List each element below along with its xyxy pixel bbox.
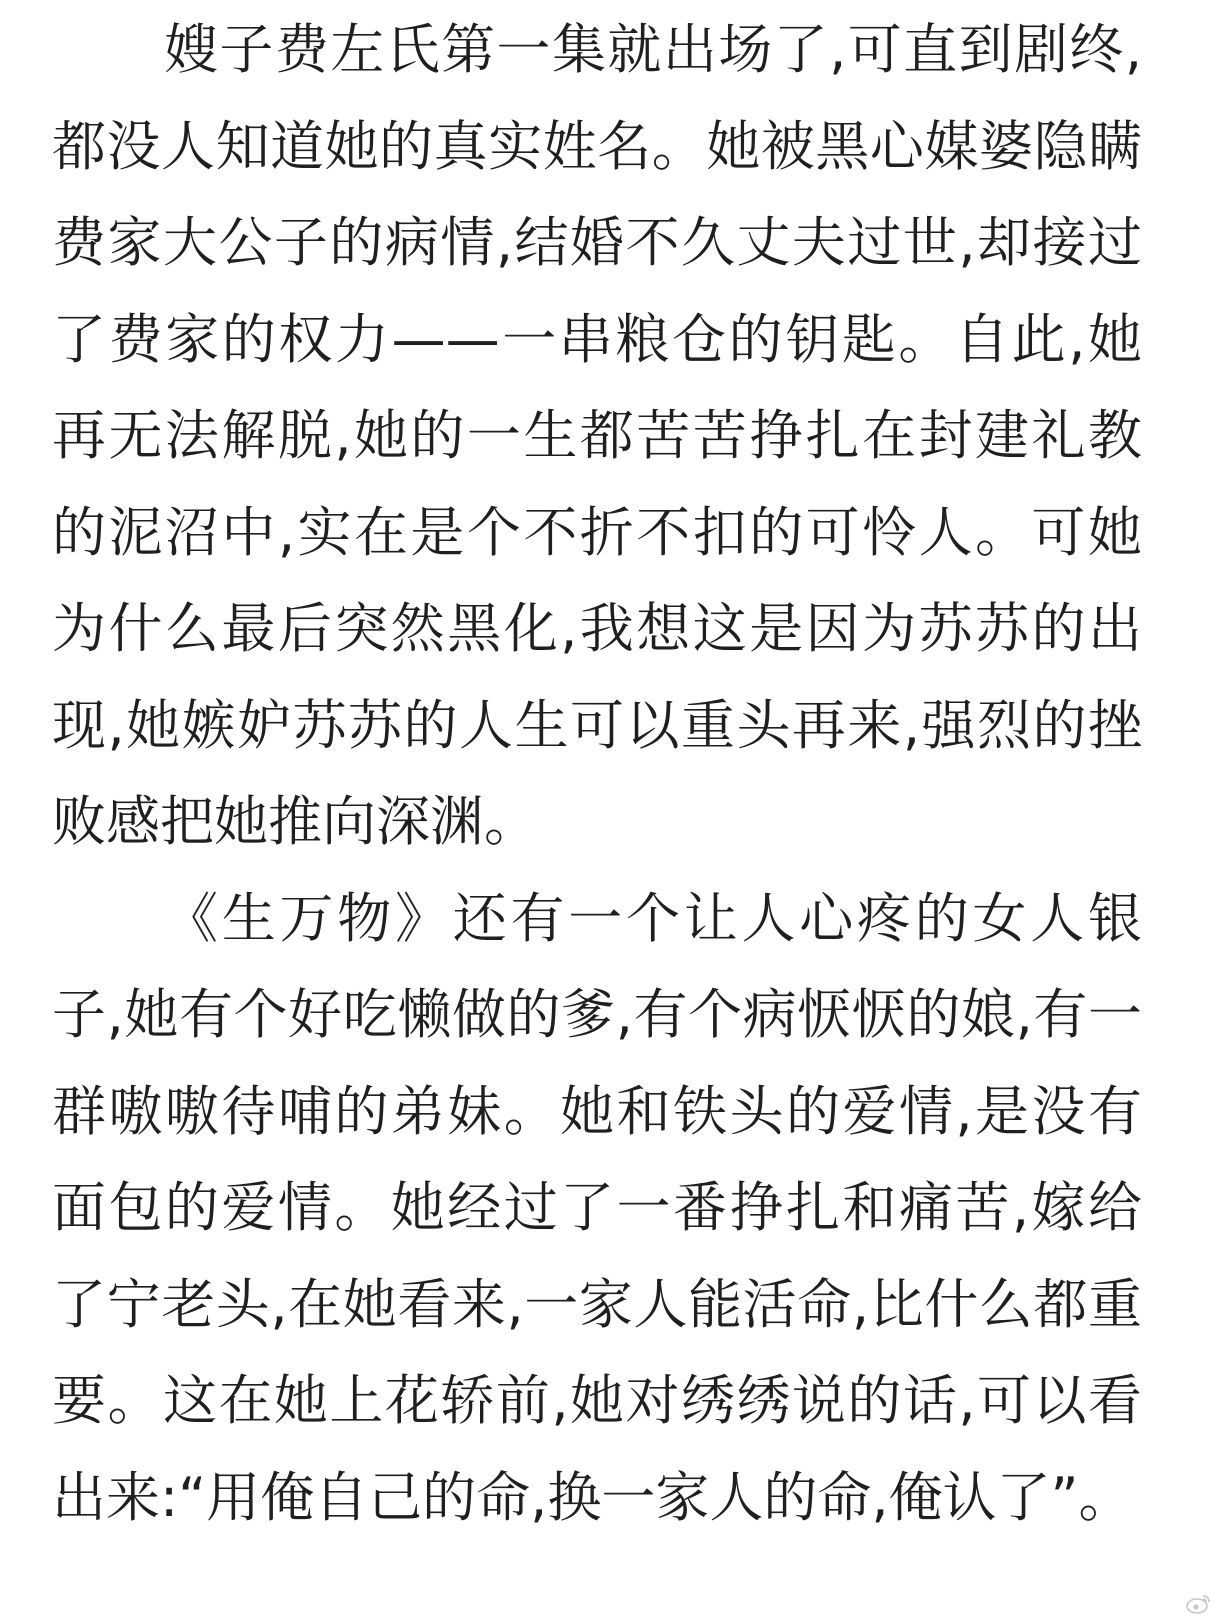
paragraph-1-line-7: 为什么最后突然黑化,我想这是因为苏苏的出: [52, 597, 1142, 660]
watermark: [1186, 1593, 1212, 1615]
paragraph-1-line-5: 再无法解脱,她的一生都苦苦挣扎在封建礼教: [52, 404, 1142, 467]
paragraph-1-line-8: 现,她嫉妒苏苏的人生可以重头再来,强烈的挫: [52, 693, 1142, 757]
paragraph-1-line-1: 嫂子费左氏第一集就出场了,可直到剧终,: [164, 18, 1142, 81]
paragraph-2-line-4: 面包的爱情。她经过了一番挣扎和痛苦,嫁给: [52, 1176, 1142, 1239]
paragraph-1-line-2: 都没人知道她的真实姓名。她被黑心媒婆隐瞒: [52, 114, 1142, 178]
paragraph-2-line-7: 出来:“用俺自己的命,换一家人的命,俺认了”。: [52, 1465, 1133, 1529]
paragraph-2-line-3: 群嗷嗷待哺的弟妹。她和铁头的爱情,是没有: [52, 1079, 1142, 1143]
paragraph-1-line-6: 的泥沼中,实在是个不折不扣的可怜人。可她: [52, 500, 1142, 564]
article-body: [52, 2, 1142, 1546]
paragraph-2-line-6: 要。这在她上花轿前,她对绣绣说的话,可以看: [52, 1369, 1142, 1432]
paragraph-2-line-5: 了宁老头,在她看来,一家人能活命,比什么都重: [52, 1272, 1142, 1336]
paragraph-2-line-1: 《生万物》还有一个让人心疼的女人银: [164, 886, 1142, 950]
paragraph-2-line-2: 子,她有个好吃懒做的爹,有个病恹恹的娘,有一: [52, 983, 1142, 1046]
paragraph-1-line-4: 了费家的权力——一串粮仓的钥匙。自此,她: [52, 307, 1142, 371]
paragraph-1-line-9: 败感把她推向深渊。: [52, 790, 538, 853]
paragraph-1-line-3: 费家大公子的病情,结婚不久丈夫过世,却接过: [52, 211, 1142, 274]
weibo-logo-icon: [1186, 1593, 1212, 1615]
